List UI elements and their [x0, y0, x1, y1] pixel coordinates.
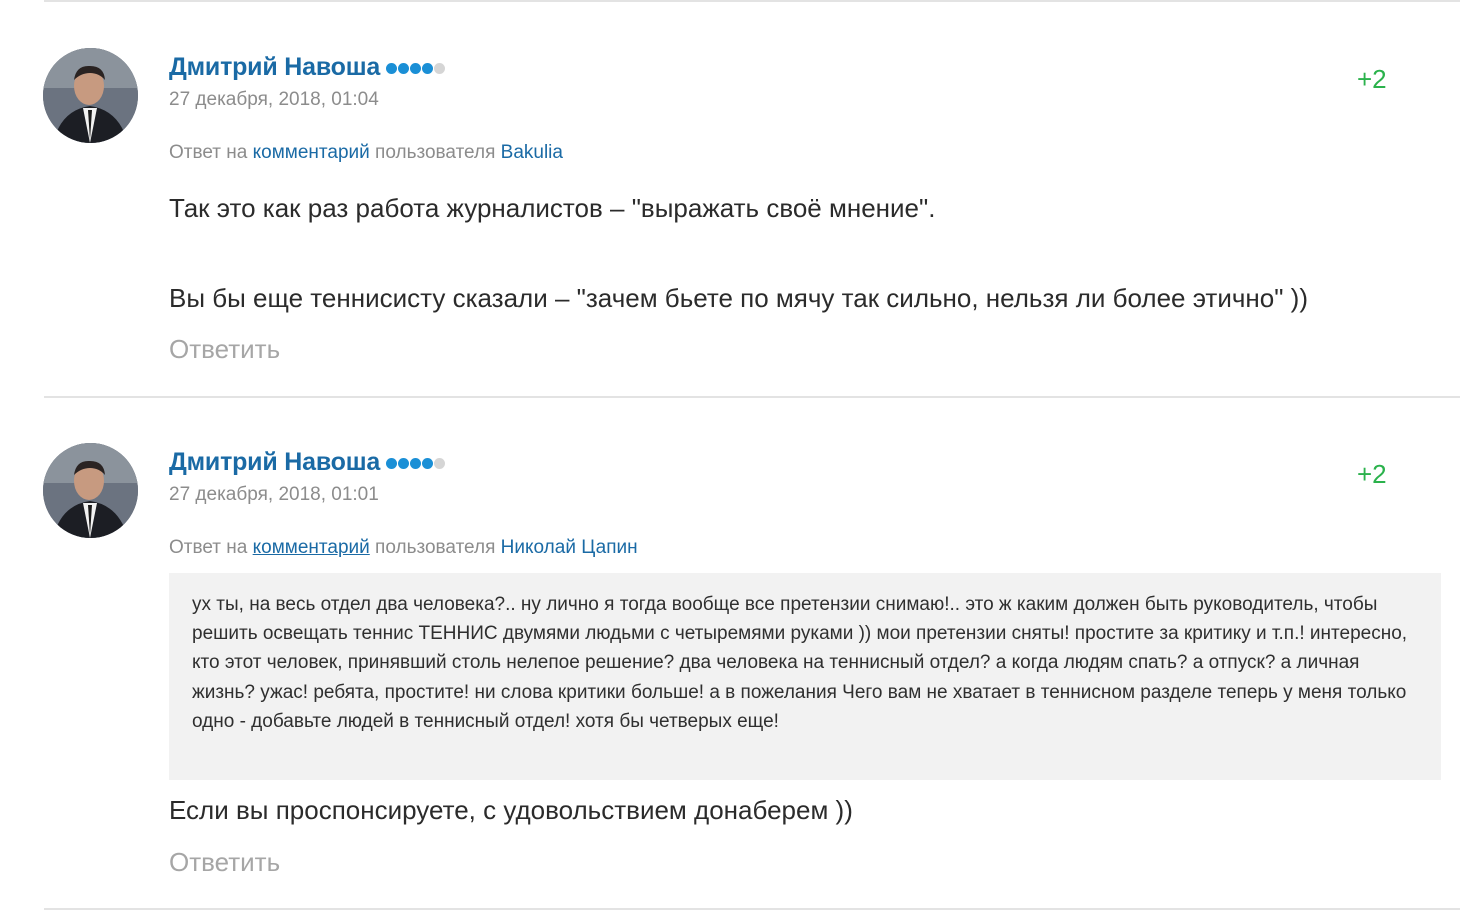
avatar-image	[43, 443, 138, 538]
quoted-comment: ух ты, на весь отдел два человека?.. ну лично я тогда вообще все претензии снимаю!.. это ж каким должен быть руководитель, чтобы решить освещать теннис ТЕННИС двумями людьми с четыремями руками )) мои претензии сняты! простите за критику и т.п.! интересно, кто этот человек, принявший столь нелепое решение? два человека на теннисный отдел? а когда людям спать? а отпуск? а личная жизнь? ужас! ребята, простите! ни слова критики больше! а в пожелания Чего вам не хватает в теннисном разделе теперь у меня только одно - добавьте людей в теннисный отдел! хотя бы четверых еще!	[169, 573, 1441, 780]
comment-date: 27 декабря, 2018, 01:01	[169, 484, 379, 505]
comment-text-paragraph: Вы бы еще теннисисту сказали – "зачем бьете по мячу так сильно, нельзя ли более этично" ))	[169, 283, 1308, 313]
divider	[44, 908, 1460, 910]
reply-button[interactable]: Ответить	[169, 334, 281, 364]
author-name-text[interactable]: Дмитрий Навоша	[169, 448, 381, 476]
parent-comment-link[interactable]: комментарий	[252, 537, 370, 558]
reply-prefix: Ответ на	[169, 142, 248, 163]
parent-comment-link[interactable]: комментарий	[252, 142, 370, 163]
comment-text-paragraph: Если вы проспонсируете, с удовольствием донаберем ))	[169, 795, 853, 825]
reply-prefix: Ответ на	[169, 537, 248, 558]
reply-middle-text: пользователя	[375, 142, 496, 163]
comment-score: +2	[1357, 459, 1387, 489]
comment-date: 27 декабря, 2018, 01:04	[169, 89, 379, 110]
author-name[interactable]	[169, 447, 446, 477]
parent-user-link[interactable]: Bakulia	[500, 142, 563, 163]
reply-button[interactable]: Ответить	[169, 847, 281, 877]
avatar[interactable]	[43, 443, 138, 538]
comment-text-paragraph: Так это как раз работа журналистов – "выражать своё мнение".	[169, 193, 936, 223]
user-rank-dots	[386, 446, 446, 476]
author-name-text[interactable]: Дмитрий Навоша	[169, 53, 381, 81]
reply-context	[169, 536, 638, 560]
parent-user-link[interactable]: Николай Цапин	[500, 537, 638, 558]
reply-middle-text: пользователя	[375, 537, 496, 558]
comment-score: +2	[1357, 64, 1387, 94]
